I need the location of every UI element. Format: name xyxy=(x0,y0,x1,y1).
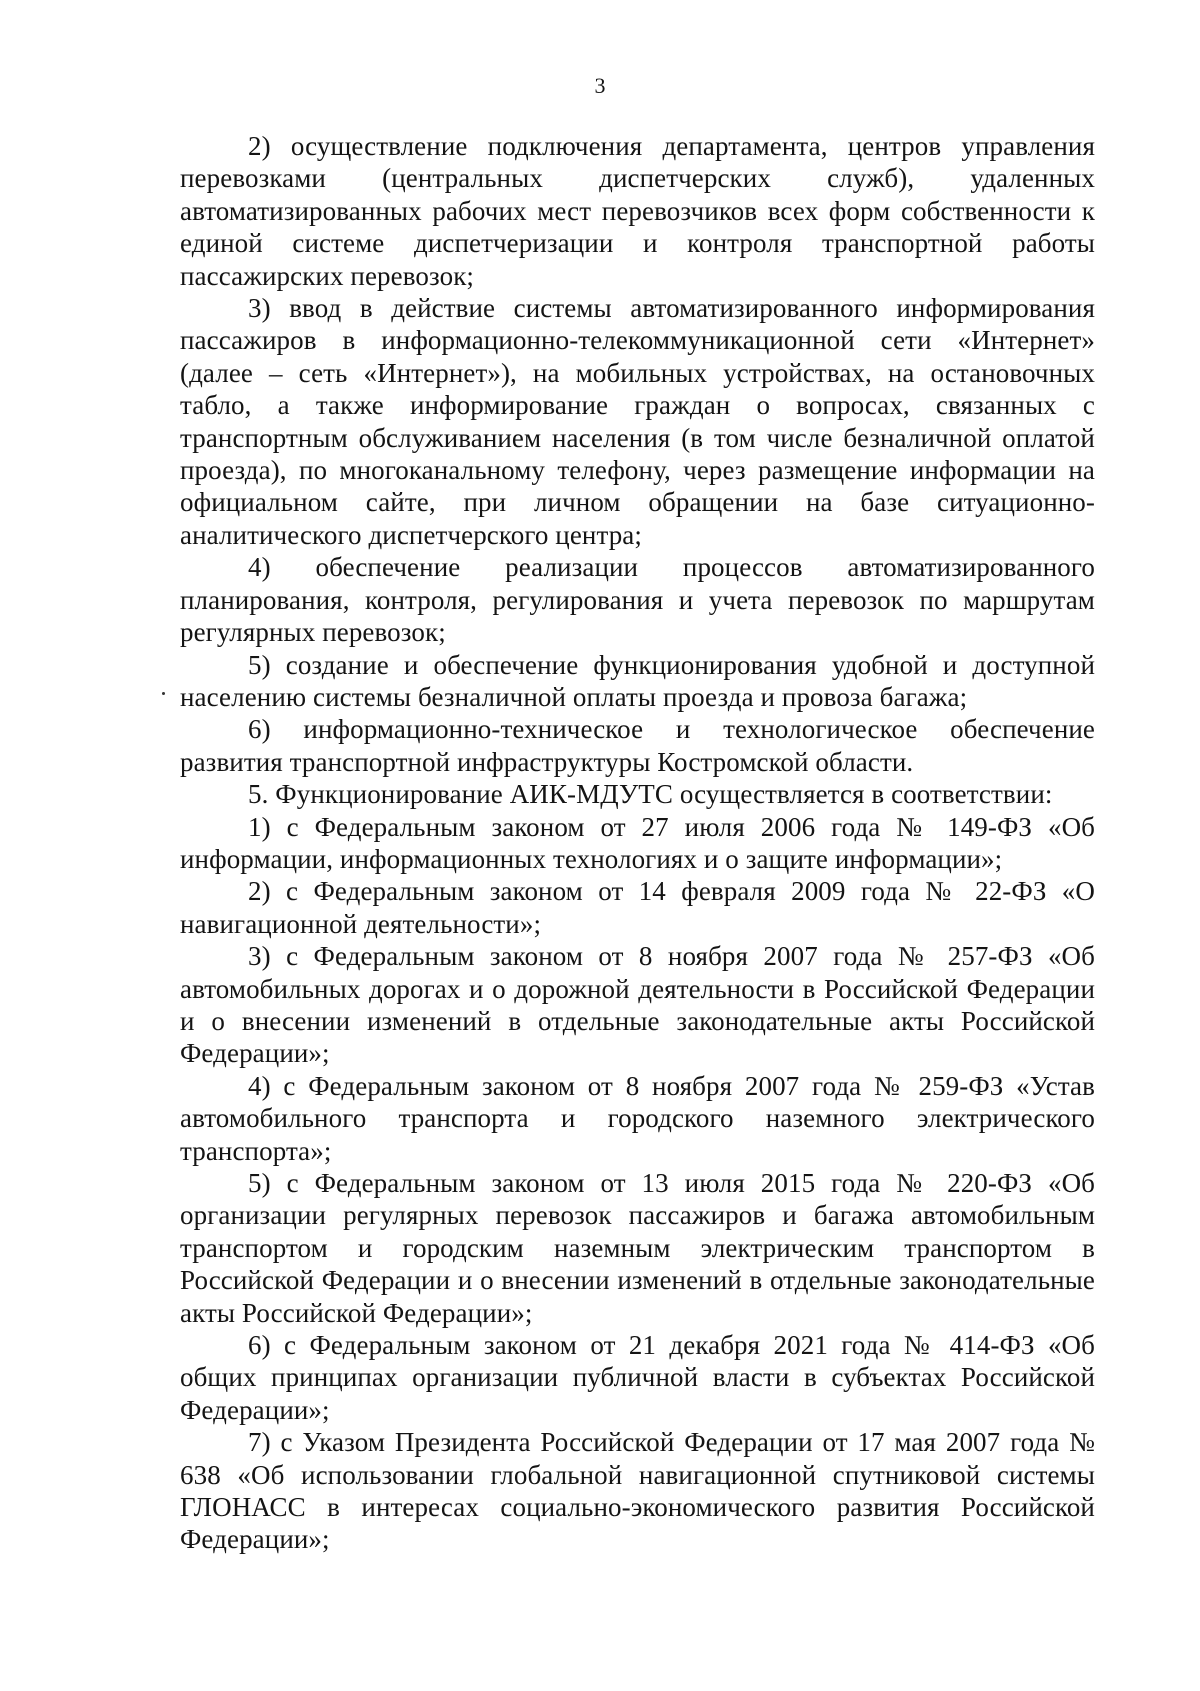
document-body xyxy=(180,130,1095,1556)
law-item-6: 6) с Федеральным законом от 21 декабря 2021 года № 414-ФЗ «Об общих принципах организации публичной власти в субъектах Российской Федерации»; xyxy=(180,1330,1095,1425)
list-item-2-connection: 2) осуществление подключения департамента, центров управления перевозками (центральных диспетчерских служб), удаленных автоматизированных рабочих мест перевозчиков всех форм собственности к единой системе диспетчеризации и контроля транспортной работы пассажирских перевозок; xyxy=(180,131,1095,291)
law-item-7: 7) с Указом Президента Российской Федерации от 17 мая 2007 года № 638 «Об использовании глобальной навигационной спутниковой системы ГЛОНАСС в интересах социально-экономического развития Российской Федерации»; xyxy=(180,1427,1095,1555)
list-item-4-planning: 4) обеспечение реализации процессов автоматизированного планирования, контроля, регулирования и учета перевозок по маршрутам регулярных перевозок; xyxy=(180,552,1095,648)
law-item-1: 1) с Федеральным законом от 27 июля 2006 года № 149-ФЗ «Об информации, информационных технологиях и о защите информации»; xyxy=(180,811,1095,874)
law-item-3: 3) с Федеральным законом от 8 ноября 2007 года № 257-ФЗ «Об автомобильных дорогах и о дорожной деятельности в Российской Федерации и о внесении изменений в отдельные законодательные акты Российской Федерации»; xyxy=(180,941,1095,1069)
section-5-heading: 5. Функционирование АИК-МДУТС осуществляется в соответствии: xyxy=(248,779,1053,810)
list-item-3-informing: 3) ввод в действие системы автоматизированного информирования пассажиров в информационно-телекоммуникационной сети «Интернет» (далее – сеть «Интернет»), на мобильных устройствах, на остановочных табло, а также информирование граждан о вопросах, связанных с транспортным обслуживанием населения (в том числе безналичной оплатой проезда), по многоканальному телефону, через размещение информации на официальном сайте, при личном обращении на базе ситуационно-аналитического диспетчерского центра; xyxy=(180,293,1095,550)
list-item-6-infrastructure: 6) информационно-техническое и технологическое обеспечение развития транспортной инфраструктуры Костромской области. xyxy=(180,714,1095,777)
list-item-5-payment: 5) создание и обеспечение функционирования удобной и доступной населению системы безналичной оплаты проезда и провоза багажа; xyxy=(180,649,1095,712)
law-item-2: 2) с Федеральным законом от 14 февраля 2009 года № 22-ФЗ «О навигационной деятельности»; xyxy=(180,876,1095,939)
law-item-5: 5) с Федеральным законом от 13 июля 2015 года № 220-ФЗ «Об организации регулярных перевозок пассажиров и багажа автомобильным транспортом и городским наземным электрическим транспортом в Российской Федерации и о внесении изменений в отдельные законодательные акты Российской Федерации»; xyxy=(180,1168,1095,1328)
page-number: 3 xyxy=(594,73,606,98)
scan-speck xyxy=(162,692,165,695)
law-item-4: 4) с Федеральным законом от 8 ноября 2007 года № 259-ФЗ «Устав автомобильного транспорта и городского наземного электрического транспорта»; xyxy=(180,1070,1095,1166)
